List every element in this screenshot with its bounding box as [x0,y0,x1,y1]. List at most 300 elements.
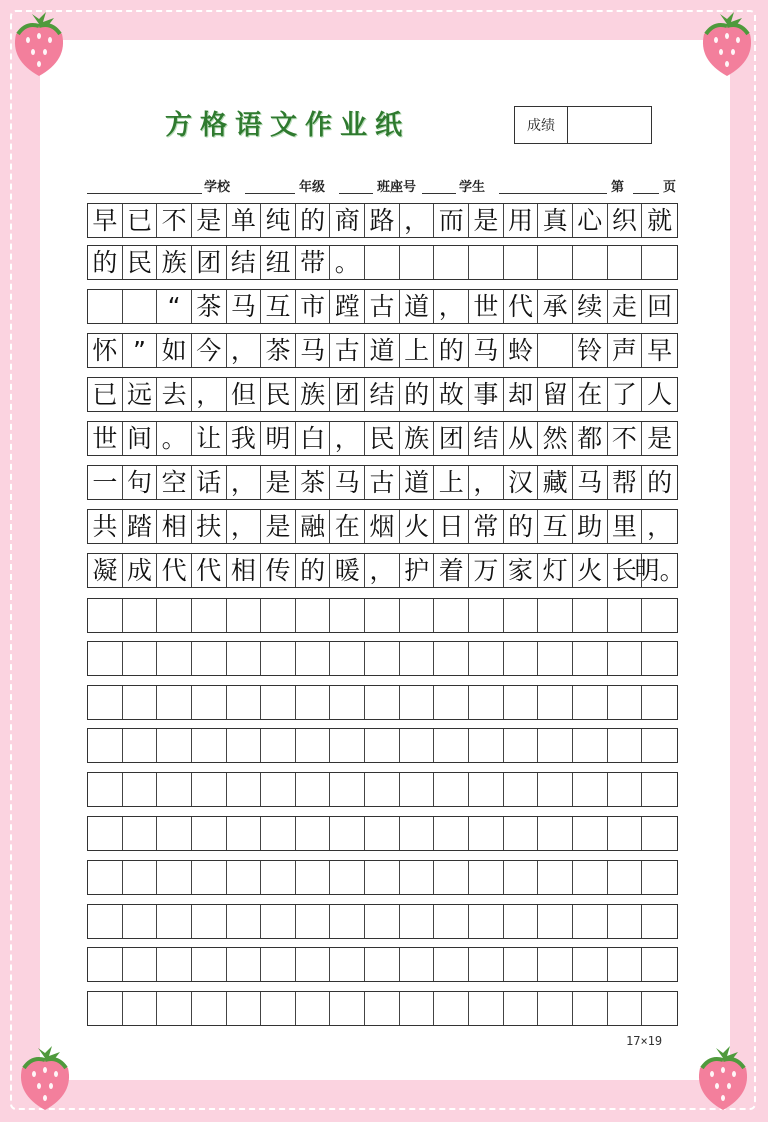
grid-cell[interactable]: 相 [157,510,192,543]
grid-cell[interactable]: 族 [157,246,192,279]
grid-cell[interactable] [330,686,365,719]
grid-cell[interactable] [227,642,262,675]
grid-cell[interactable]: 凝 [88,554,123,587]
grid-cell[interactable]: 结 [469,422,504,455]
grid-cell[interactable] [504,599,539,632]
grid-cell[interactable] [538,948,573,981]
grid-cell[interactable]: 让 [192,422,227,455]
grid-cell[interactable] [123,642,158,675]
grid-cell[interactable]: 烟 [365,510,400,543]
grid-cell[interactable] [400,246,435,279]
grid-cell[interactable]: 是 [261,466,296,499]
grid-cell[interactable]: 的 [296,204,331,237]
grid-cell[interactable] [469,948,504,981]
grid-cell[interactable]: ， [227,510,262,543]
grid-cell[interactable]: 然 [538,422,573,455]
grid-cell[interactable] [400,773,435,806]
grid-cell[interactable] [88,773,123,806]
grid-cell[interactable] [573,642,608,675]
grid-cell[interactable]: 的 [434,334,469,367]
grid-cell[interactable] [573,729,608,762]
grid-cell[interactable] [192,948,227,981]
grid-cell[interactable] [608,773,643,806]
grid-cell[interactable]: 汉 [504,466,539,499]
grid-cell[interactable]: ， [192,378,227,411]
grid-cell[interactable] [330,905,365,938]
grid-cell[interactable] [261,992,296,1025]
grid-cell[interactable]: 用 [504,204,539,237]
grid-cell[interactable]: 灯 [538,554,573,587]
grid-cell[interactable] [608,246,643,279]
grid-cell[interactable]: 暖 [330,554,365,587]
grid-cell[interactable]: 早 [647,336,673,365]
grid-cell[interactable] [434,642,469,675]
grid-cell[interactable] [261,729,296,762]
grid-cell[interactable] [88,948,123,981]
grid-cell[interactable] [434,817,469,850]
grid-cell[interactable] [434,599,469,632]
grid-cell[interactable]: 明 [261,422,296,455]
grid-cell[interactable] [261,642,296,675]
grid-cell[interactable] [504,817,539,850]
grid-cell[interactable] [434,905,469,938]
grid-cell[interactable] [192,642,227,675]
grid-cell[interactable]: 互 [261,290,296,323]
grid-cell[interactable] [469,599,504,632]
student-blank[interactable] [499,193,607,194]
grid-cell[interactable] [365,642,400,675]
grid-cell[interactable]: 我 [227,422,262,455]
grid-cell[interactable] [642,992,677,1025]
grid-cell[interactable] [157,773,192,806]
grid-cell[interactable] [296,905,331,938]
grid-cell[interactable]: 句 [123,466,158,499]
grid-cell[interactable] [573,948,608,981]
grid-cell[interactable] [469,246,504,279]
grid-cell[interactable]: 怀 [88,334,123,367]
grid-cell[interactable] [469,686,504,719]
grid-cell[interactable]: 世 [88,422,123,455]
grid-cell[interactable]: 道 [400,290,435,323]
grid-cell[interactable]: 道 [400,466,435,499]
grid-cell[interactable]: ” [123,334,158,367]
grid-cell[interactable] [330,599,365,632]
grid-cell[interactable] [192,686,227,719]
grid-cell[interactable]: 古 [330,334,365,367]
grid-cell[interactable]: 织 [608,204,643,237]
grid-cell[interactable]: 。 [157,422,192,455]
grid-cell[interactable] [504,948,539,981]
grid-cell[interactable]: 族 [400,422,435,455]
grid-cell[interactable] [88,642,123,675]
grid-cell[interactable] [400,992,435,1025]
grid-cell[interactable]: 。 [330,246,365,279]
grid-cell[interactable]: 故 [434,378,469,411]
grid-cell[interactable] [400,861,435,894]
grid-cell[interactable] [227,948,262,981]
grid-cell[interactable] [434,861,469,894]
grid-cell[interactable]: 白 [296,422,331,455]
grid-cell[interactable]: 回 [647,292,673,321]
grid-cell[interactable] [573,773,608,806]
grid-cell[interactable]: ， [434,290,469,323]
grid-cell[interactable] [227,905,262,938]
grid-cell[interactable] [573,246,608,279]
grid-cell[interactable]: 团 [330,378,365,411]
grid-cell[interactable]: 互 [538,510,573,543]
grid-cell[interactable]: 代 [504,290,539,323]
grid-cell[interactable]: 如 [157,334,192,367]
grid-cell[interactable]: 万 [469,554,504,587]
grid-cell[interactable]: ， [400,204,435,237]
grid-cell[interactable]: 马 [227,290,262,323]
grid-cell[interactable] [434,992,469,1025]
grid-cell[interactable] [538,905,573,938]
grid-cell[interactable] [261,817,296,850]
grid-cell[interactable]: 就 [647,206,673,235]
grid-cell[interactable]: 不 [608,422,643,455]
grid-cell[interactable] [608,948,643,981]
grid-cell[interactable] [608,599,643,632]
grid-cell[interactable]: 团 [434,422,469,455]
grid-cell[interactable] [538,861,573,894]
grid-cell[interactable] [642,948,677,981]
grid-cell[interactable] [227,729,262,762]
grid-cell[interactable] [573,861,608,894]
grid-cell[interactable] [123,290,158,323]
grid-cell[interactable] [642,729,677,762]
grid-cell[interactable] [296,861,331,894]
grid-cell[interactable] [261,599,296,632]
grid-cell[interactable]: 已 [123,204,158,237]
grid-cell[interactable]: 的 [296,554,331,587]
grid-cell[interactable]: 远 [123,378,158,411]
grid-cell[interactable] [642,905,677,938]
grid-cell[interactable]: 是 [192,204,227,237]
grid-cell[interactable] [400,817,435,850]
grid-cell[interactable] [227,817,262,850]
grid-cell[interactable] [157,948,192,981]
grid-cell[interactable] [365,861,400,894]
grid-cell[interactable]: 团 [192,246,227,279]
grid-cell[interactable] [261,861,296,894]
grid-cell[interactable] [469,642,504,675]
grid-cell[interactable]: 踏 [123,510,158,543]
grid-cell[interactable]: 茶 [261,334,296,367]
grid-cell[interactable] [261,686,296,719]
grid-cell[interactable]: 结 [227,246,262,279]
grid-cell[interactable]: 长 [608,554,643,587]
grid-cell[interactable]: 代 [157,554,192,587]
grid-cell[interactable] [157,992,192,1025]
seat-blank-1[interactable] [339,193,373,194]
grid-cell[interactable] [538,642,573,675]
grid-cell[interactable] [469,729,504,762]
grid-cell[interactable] [365,817,400,850]
grid-cell[interactable] [538,729,573,762]
grid-cell[interactable] [365,246,400,279]
grid-cell[interactable]: ， [469,466,504,499]
grid-cell[interactable] [434,773,469,806]
grid-cell[interactable]: ， [227,334,262,367]
grid-cell[interactable]: 声 [608,334,643,367]
grid-cell[interactable]: 纽 [261,246,296,279]
grid-cell[interactable]: 带 [296,246,331,279]
grid-cell[interactable]: 着 [434,554,469,587]
grid-cell[interactable]: 话 [192,466,227,499]
grid-cell[interactable] [538,992,573,1025]
grid-cell[interactable] [227,773,262,806]
grid-cell[interactable] [400,642,435,675]
grid-cell[interactable]: 已 [88,378,123,411]
grid-cell[interactable] [538,773,573,806]
grid-cell[interactable] [608,861,643,894]
grid-cell[interactable] [469,861,504,894]
grid-cell[interactable]: 蹚 [330,290,365,323]
grid-cell[interactable] [642,642,677,675]
grid-cell[interactable] [538,334,573,367]
grid-cell[interactable]: ， [647,512,673,541]
grid-cell[interactable]: 道 [365,334,400,367]
grid-cell[interactable] [608,817,643,850]
grid-cell[interactable] [157,729,192,762]
grid-cell[interactable] [261,905,296,938]
grid-cell[interactable] [365,905,400,938]
grid-cell[interactable] [608,729,643,762]
grid-cell[interactable]: 护 [400,554,435,587]
grid-cell[interactable] [88,290,123,323]
grid-cell[interactable] [642,246,677,279]
grid-cell[interactable] [573,686,608,719]
grid-cell[interactable] [296,599,331,632]
grid-cell[interactable]: 常 [469,510,504,543]
grid-cell[interactable] [538,686,573,719]
grid-cell[interactable] [538,817,573,850]
grid-cell[interactable]: 古 [365,290,400,323]
grid-cell[interactable] [608,642,643,675]
grid-cell[interactable]: 走 [608,290,643,323]
grid-cell[interactable] [504,686,539,719]
grid-cell[interactable] [296,817,331,850]
grid-cell[interactable]: 上 [434,466,469,499]
grid-cell[interactable]: 明。 [634,556,685,585]
grid-cell[interactable] [504,773,539,806]
grid-cell[interactable] [642,817,677,850]
grid-cell[interactable] [157,817,192,850]
grid-cell[interactable]: 相 [227,554,262,587]
grid-cell[interactable]: 早 [88,204,123,237]
grid-cell[interactable] [192,817,227,850]
grid-cell[interactable] [330,992,365,1025]
grid-cell[interactable]: 路 [365,204,400,237]
grid-cell[interactable]: 茶 [192,290,227,323]
grid-cell[interactable] [365,599,400,632]
grid-cell[interactable] [227,992,262,1025]
grid-cell[interactable]: 心 [573,204,608,237]
grid-cell[interactable] [642,861,677,894]
grid-cell[interactable] [88,817,123,850]
grid-cell[interactable] [123,599,158,632]
grid-cell[interactable]: 结 [365,378,400,411]
grid-cell[interactable] [330,729,365,762]
grid-cell[interactable]: 里 [608,510,643,543]
grid-cell[interactable] [504,905,539,938]
grid-cell[interactable] [573,905,608,938]
grid-cell[interactable]: ， [227,466,262,499]
grid-cell[interactable] [296,948,331,981]
page-number-blank[interactable] [633,193,659,194]
grid-cell[interactable]: 纯 [261,204,296,237]
grid-cell[interactable]: 一 [88,466,123,499]
grid-cell[interactable] [469,992,504,1025]
grid-cell[interactable] [608,905,643,938]
grid-cell[interactable] [123,992,158,1025]
grid-cell[interactable] [192,773,227,806]
grid-cell[interactable] [330,773,365,806]
grid-cell[interactable] [296,773,331,806]
grid-cell[interactable]: 的 [88,246,123,279]
grid-cell[interactable]: 马 [469,334,504,367]
grid-cell[interactable] [434,729,469,762]
grid-cell[interactable] [192,729,227,762]
grid-cell[interactable] [88,686,123,719]
grid-cell[interactable]: 扶 [192,510,227,543]
grid-cell[interactable]: 在 [573,378,608,411]
grid-cell[interactable] [157,686,192,719]
grid-cell[interactable]: 而 [434,204,469,237]
grid-cell[interactable]: 人 [647,380,673,409]
grid-cell[interactable]: 事 [469,378,504,411]
grid-cell[interactable] [434,948,469,981]
grid-cell[interactable] [504,642,539,675]
grid-cell[interactable]: 民 [365,422,400,455]
grid-cell[interactable] [88,599,123,632]
grid-cell[interactable] [296,686,331,719]
grid-cell[interactable] [192,599,227,632]
grid-cell[interactable] [296,729,331,762]
grid-cell[interactable]: 间 [123,422,158,455]
grid-cell[interactable]: 民 [261,378,296,411]
grid-cell[interactable] [434,246,469,279]
grid-cell[interactable]: 去 [157,378,192,411]
grid-cell[interactable]: 日 [434,510,469,543]
grid-cell[interactable]: 民 [123,246,158,279]
grid-cell[interactable] [227,599,262,632]
grid-cell[interactable]: 茶 [296,466,331,499]
grid-cell[interactable]: 的 [647,468,673,497]
grid-cell[interactable]: 是 [261,510,296,543]
grid-cell[interactable] [642,773,677,806]
grid-cell[interactable] [365,773,400,806]
grid-cell[interactable]: 古 [365,466,400,499]
grid-cell[interactable]: 却 [504,378,539,411]
grid-cell[interactable]: 铃 [573,334,608,367]
grid-cell[interactable] [88,992,123,1025]
grid-cell[interactable]: 世 [469,290,504,323]
school-blank[interactable] [87,193,202,194]
grid-cell[interactable] [192,861,227,894]
grid-cell[interactable] [157,642,192,675]
grid-cell[interactable]: 火 [400,510,435,543]
grid-cell[interactable]: 家 [504,554,539,587]
grid-cell[interactable]: 成 [123,554,158,587]
grid-cell[interactable]: 代 [192,554,227,587]
seat-blank-2[interactable] [422,193,456,194]
grid-cell[interactable]: 助 [573,510,608,543]
grid-cell[interactable]: ， [365,554,400,587]
grid-cell[interactable]: 马 [573,466,608,499]
grid-cell[interactable]: 的 [504,510,539,543]
grid-cell[interactable] [504,861,539,894]
grid-cell[interactable]: 是 [469,204,504,237]
grid-cell[interactable] [642,686,677,719]
grid-cell[interactable] [400,905,435,938]
grid-cell[interactable]: 共 [88,510,123,543]
grid-cell[interactable]: 火 [573,554,608,587]
grid-cell[interactable]: 上 [400,334,435,367]
grid-cell[interactable] [400,599,435,632]
grid-cell[interactable] [469,905,504,938]
grid-cell[interactable] [88,905,123,938]
grid-cell[interactable] [330,948,365,981]
grid-cell[interactable] [296,992,331,1025]
grid-cell[interactable]: 市 [296,290,331,323]
grid-cell[interactable]: 都 [573,422,608,455]
grid-cell[interactable] [296,642,331,675]
grid-cell[interactable]: 单 [227,204,262,237]
grid-cell[interactable]: 在 [330,510,365,543]
grid-cell[interactable] [123,729,158,762]
grid-cell[interactable] [400,686,435,719]
grid-cell[interactable] [504,992,539,1025]
grid-cell[interactable] [227,861,262,894]
grid-cell[interactable] [88,729,123,762]
grid-cell[interactable] [400,948,435,981]
grid-cell[interactable]: 留 [538,378,573,411]
grid-cell[interactable] [123,817,158,850]
grid-cell[interactable] [642,599,677,632]
grid-cell[interactable]: 空 [157,466,192,499]
grid-cell[interactable] [123,686,158,719]
grid-cell[interactable] [365,729,400,762]
grid-cell[interactable]: 从 [504,422,539,455]
grid-cell[interactable] [123,905,158,938]
grid-cell[interactable] [330,861,365,894]
grid-cell[interactable]: 了 [608,378,643,411]
grid-cell[interactable] [573,992,608,1025]
grid-cell[interactable] [330,817,365,850]
grid-cell[interactable]: 商 [330,204,365,237]
grid-cell[interactable] [469,773,504,806]
grid-cell[interactable] [504,246,539,279]
grid-cell[interactable] [157,861,192,894]
grid-cell[interactable] [192,992,227,1025]
grid-cell[interactable] [88,861,123,894]
grid-cell[interactable] [227,686,262,719]
grid-cell[interactable] [573,599,608,632]
grid-cell[interactable]: 藏 [538,466,573,499]
grid-cell[interactable]: 承 [538,290,573,323]
grid-cell[interactable]: 蛉 [504,334,539,367]
grid-cell[interactable] [365,992,400,1025]
grid-cell[interactable]: 马 [330,466,365,499]
grid-cell[interactable]: ， [330,422,365,455]
grid-cell[interactable] [192,905,227,938]
grid-cell[interactable] [123,773,158,806]
grid-cell[interactable] [608,992,643,1025]
grid-cell[interactable]: 融 [296,510,331,543]
grid-cell[interactable] [157,599,192,632]
